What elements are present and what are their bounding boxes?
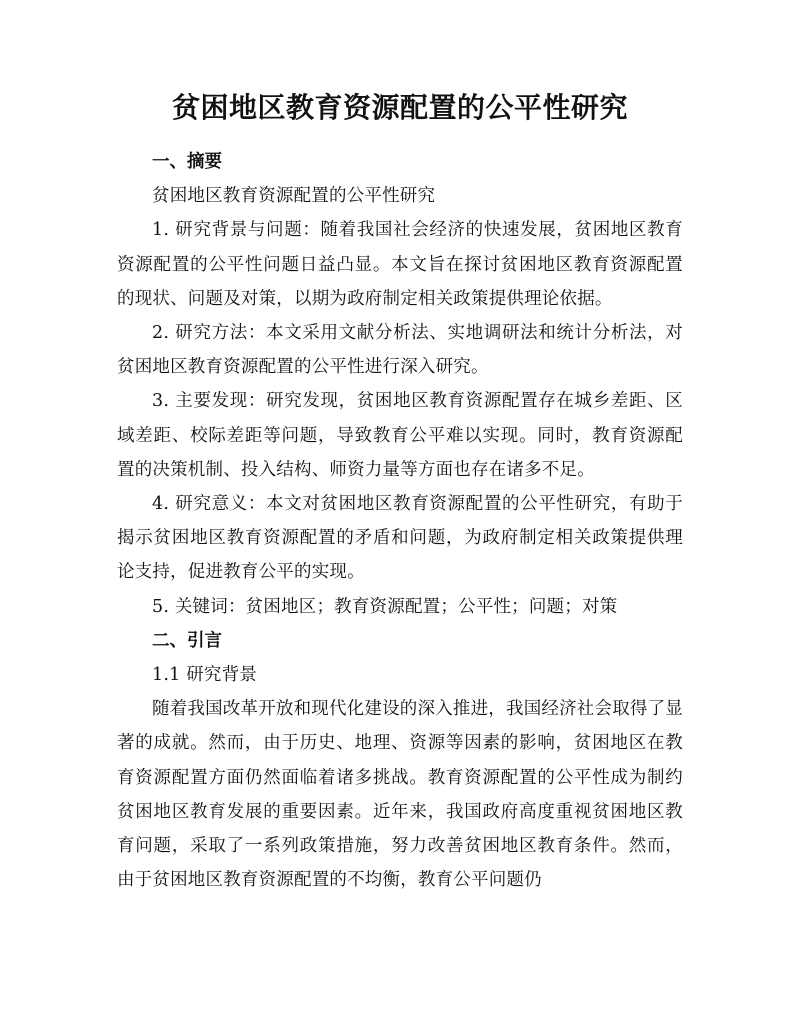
abstract-keywords: 5. 关键词：贫困地区；教育资源配置；公平性；问题；对策 xyxy=(152,596,618,617)
abstract-findings: 3. 主要发现：研究发现，贫困地区教育资源配置存在城乡差距、区域差距、校际差距等问题，导致教育公平难以实现。同时，教育资源配置的决策机制、投入结构、师资力量等方面也存在诸多不足。 xyxy=(117,391,683,480)
introduction-paragraph: 随着我国改革开放和现代化建设的深入推进，我国经济社会取得了显著的成就。然而，由于历史、地理、资源等因素的影响，贫困地区在教育资源配置方面仍然面临着诸多挑战。教育资源配置的公平性成为制约贫困地区教育发展的重要因素。近年来，我国政府高度重视贫困地区教育问题，采取了一系列政策措施，努力改善贫困地区教育条件。然而，由于贫困地区教育资源配置的不均衡，教育公平问题仍 xyxy=(117,699,683,891)
section-introduction xyxy=(117,624,683,898)
abstract-background: 1. 研究背景与问题：随着我国社会经济的快速发展，贫困地区教育资源配置的公平性问题日益凸显。本文旨在探讨贫困地区教育资源配置的现状、问题及对策，以期为政府制定相关政策提供理论依据。 xyxy=(117,220,683,309)
abstract-method: 2. 研究方法：本文采用文献分析法、实地调研法和统计分析法，对贫困地区教育资源配置的公平性进行深入研究。 xyxy=(117,323,683,378)
abstract-subtitle: 贫困地区教育资源配置的公平性研究 xyxy=(152,186,436,207)
abstract-significance: 4. 研究意义：本文对贫困地区教育资源配置的公平性研究，有助于揭示贫困地区教育资源配置的矛盾和问题，为政府制定相关政策提供理论支持，促进教育公平的实现。 xyxy=(117,494,683,583)
document-body xyxy=(117,145,683,897)
document-title: 贫困地区教育资源配置的公平性研究 xyxy=(171,91,628,124)
section-abstract xyxy=(117,145,683,624)
section-heading-abstract: 一、摘要 xyxy=(152,152,222,172)
section-heading-introduction: 二、引言 xyxy=(152,630,222,651)
subsection-heading-background: 1.1 研究背景 xyxy=(152,665,257,686)
